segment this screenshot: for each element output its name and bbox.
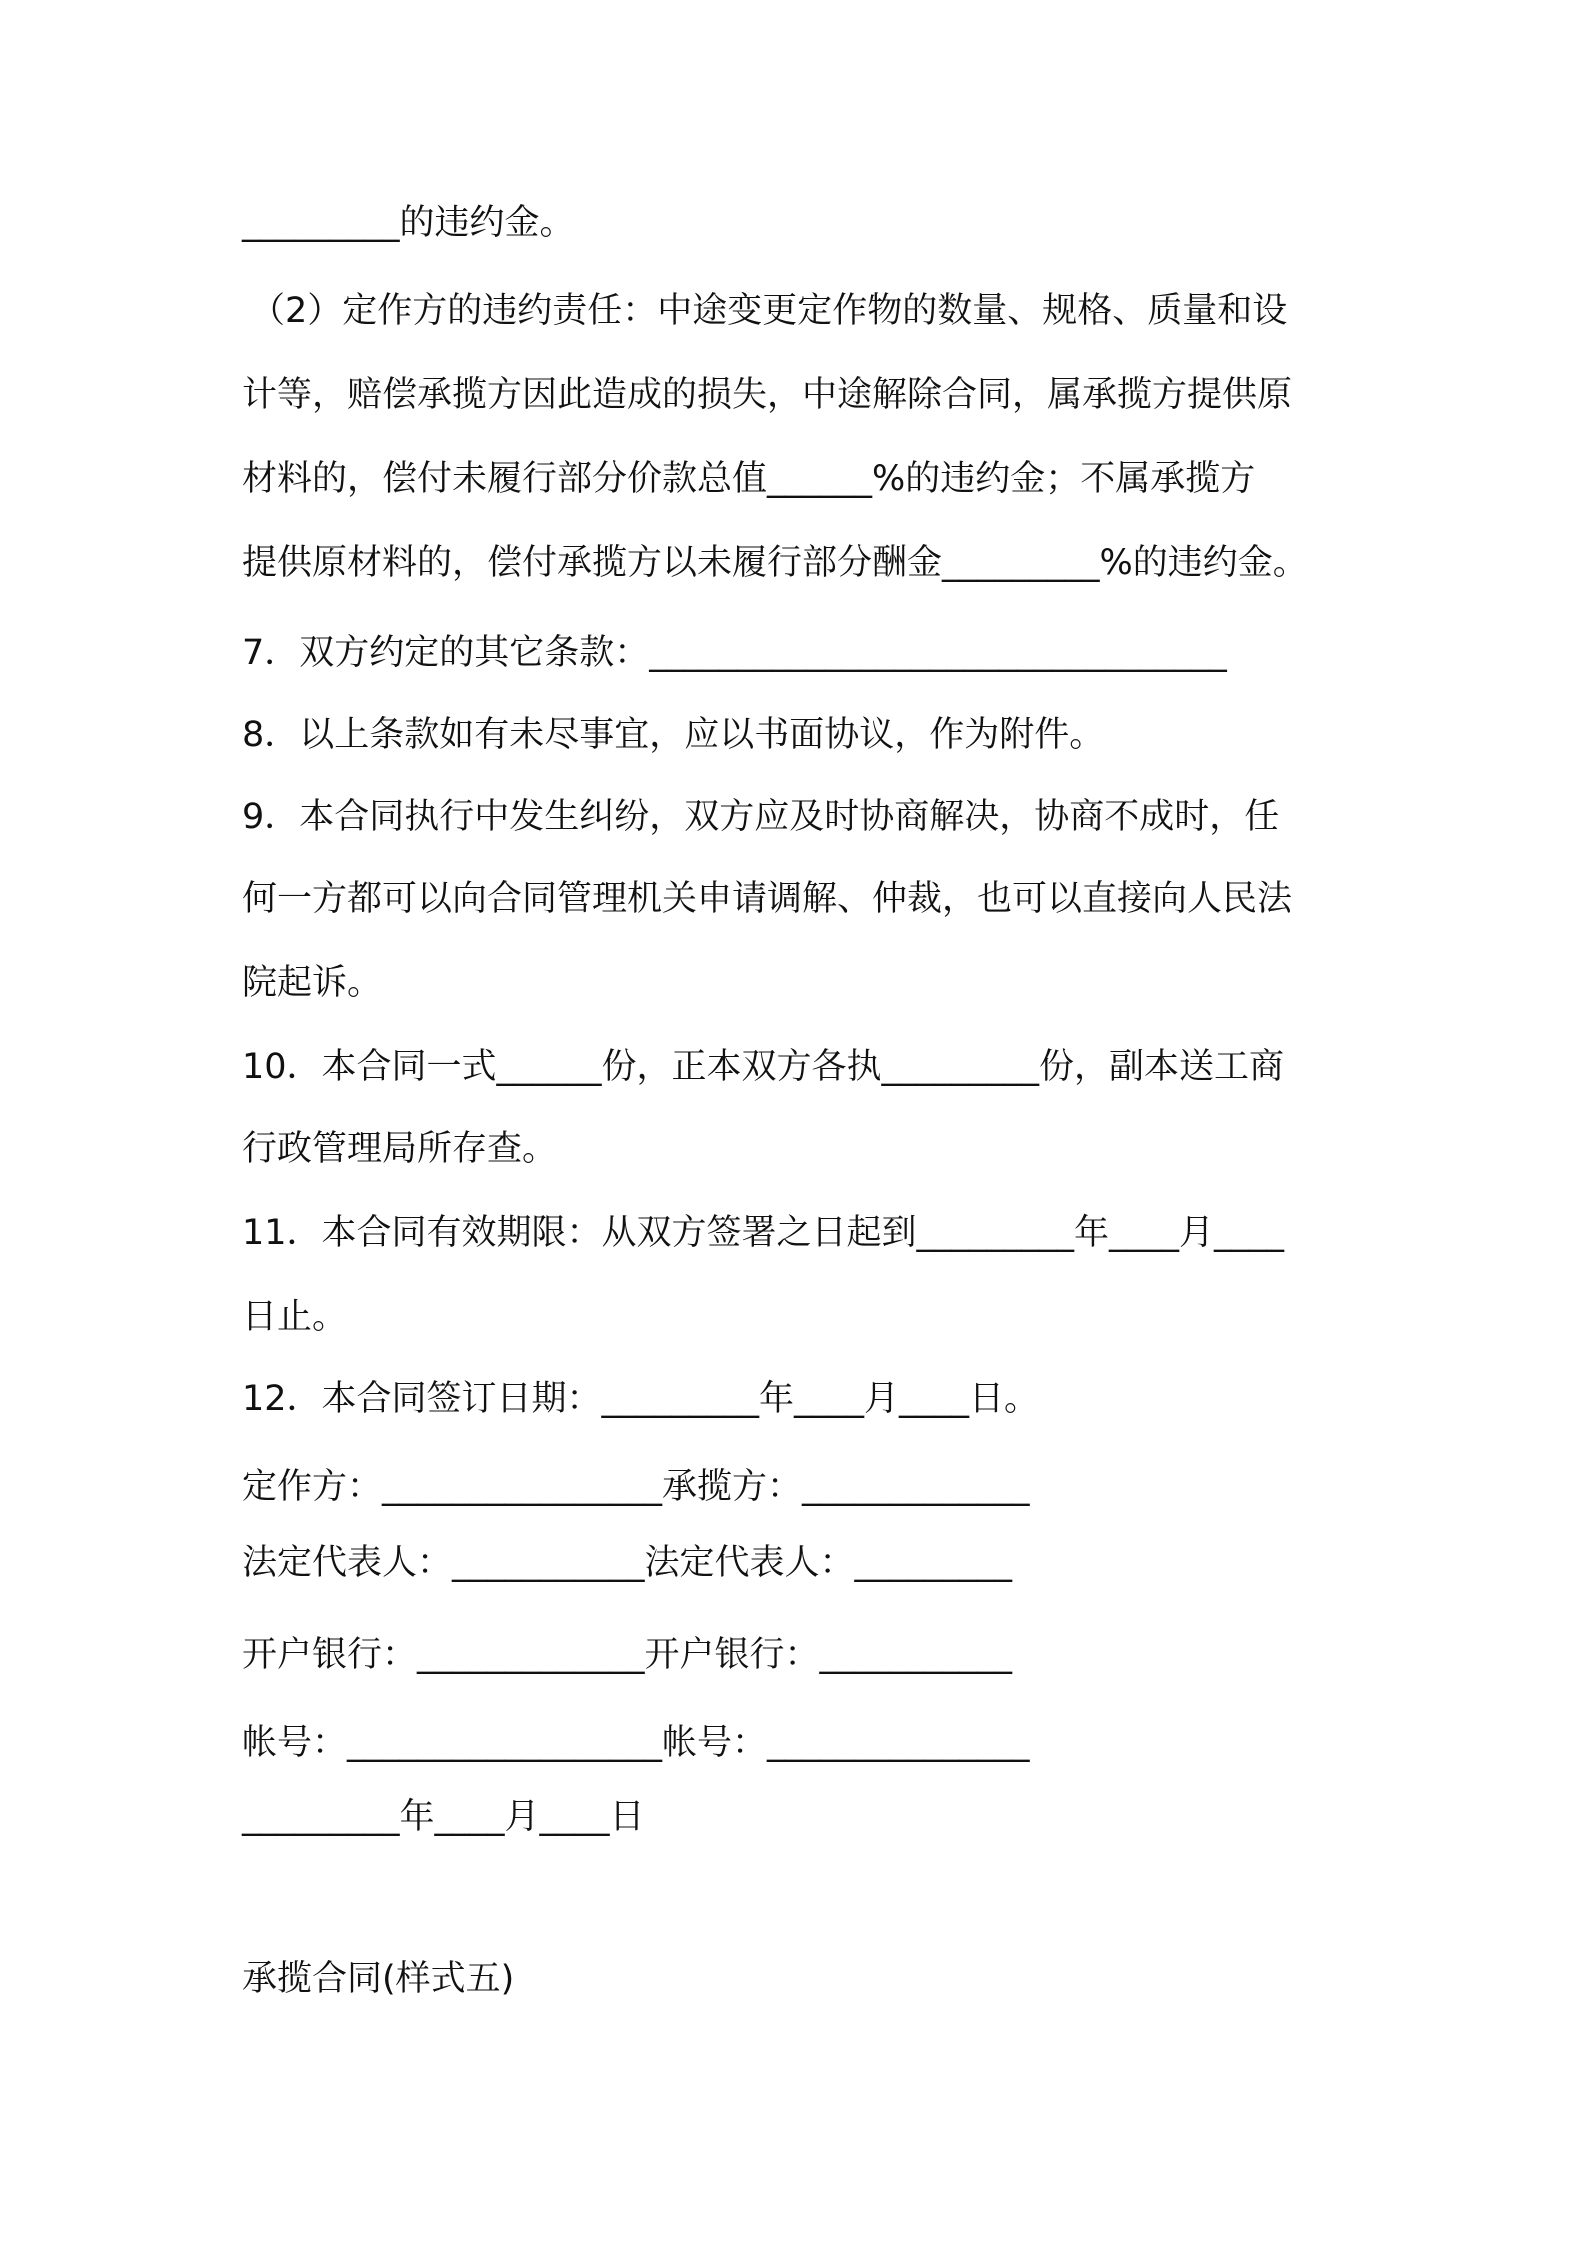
signature-line: 帐号：__________________帐号：_______________ [242, 1723, 1030, 1763]
text-line: 何一方都可以向合同管理机关申请调解、仲裁，也可以直接向人民法 [242, 879, 1293, 919]
next-section-title: 承揽合同(样式五) [242, 1959, 515, 1999]
text-line: 院起诉。 [242, 963, 383, 1003]
text-line: 材料的，偿付未履行部分价款总值______%的违约金；不属承揽方 [242, 459, 1256, 499]
text-line: _________的违约金。 [242, 203, 575, 243]
date-line: _________年____月____日 [242, 1797, 645, 1837]
text-line: 行政管理局所存查。 [242, 1129, 558, 1169]
text-line: 9．本合同执行中发生纠纷，双方应及时协商解决，协商不成时，任 [242, 797, 1280, 837]
text-line: 7．双方约定的其它条款：_________________________________ [242, 633, 1227, 673]
text-line: 10．本合同一式______份，正本双方各执_________份，副本送工商 [242, 1047, 1285, 1087]
signature-line: 开户银行：_____________开户银行：___________ [242, 1635, 1013, 1675]
text-line: 12．本合同签订日期：_________年____月____日。 [242, 1379, 1040, 1419]
text-line: 提供原材料的，偿付承揽方以未履行部分酬金_________%的违约金。 [242, 543, 1308, 583]
text-line: 日止。 [242, 1297, 348, 1337]
text-line: 8．以上条款如有未尽事宜，应以书面协议，作为附件。 [242, 715, 1105, 755]
text-line: 11．本合同有效期限：从双方签署之日起到_________年____月____ [242, 1213, 1285, 1253]
signature-line: 定作方：________________承揽方：_____________ [242, 1467, 1030, 1507]
text-line: （2）定作方的违约责任：中途变更定作物的数量、规格、质量和设 [250, 291, 1288, 331]
signature-line: 法定代表人：___________法定代表人：_________ [242, 1543, 1013, 1583]
text-line: 计等，赔偿承揽方因此造成的损失，中途解除合同，属承揽方提供原 [242, 375, 1293, 415]
